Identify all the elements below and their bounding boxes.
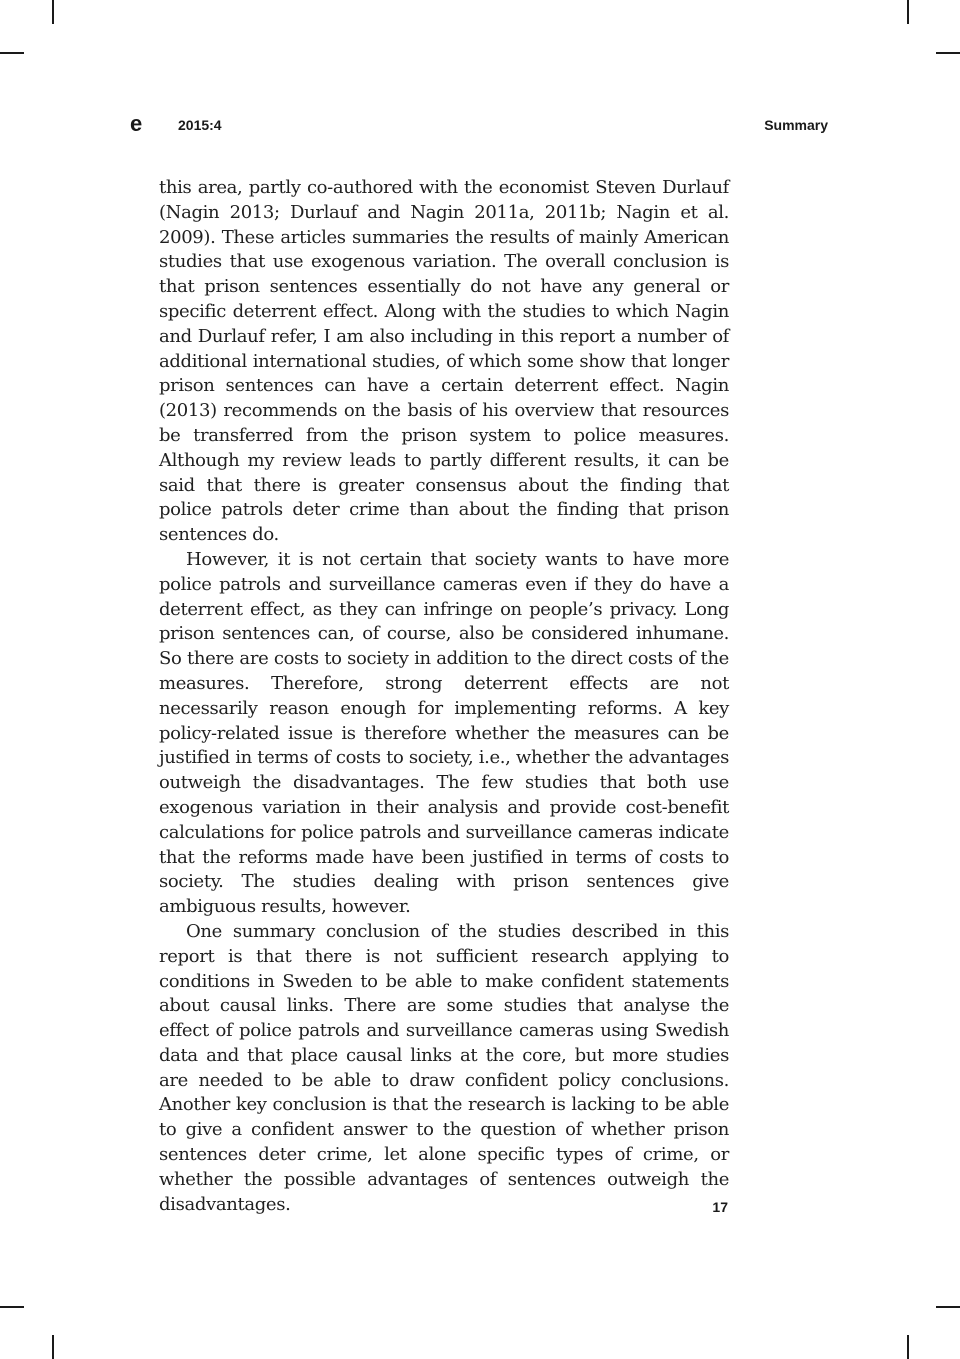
- issue-number: 2015:4: [178, 117, 222, 133]
- crop-mark-right-bottom: [936, 1306, 960, 1308]
- paragraph-1: this area, partly co-authored with the economist Steven Durlauf (Nagin 2013; Durlauf and Nagin 2011a, 2011b; Nagin et al. 2009). These articles summaries the results of mainly American studies that use exogenous variation. The overall conclusion is that prison sentences essentially do not have any general or specific deterrent effect. Along with the studies to which Nagin and Durlauf refer, I am also including in this report a number of additional international studies, of which some show that longer prison sentences can have a certain deterrent effect. Nagin (2013) recommends on the basis of his overview that resources be transferred from the prison system to police measures. Although my review leads to partly different results, it can be said that there is greater consensus about the finding that police patrols deter crime than about the finding that prison sentences do.: [159, 177, 729, 546]
- paragraph-3: One summary conclusion of the studies described in this report is that there is not sufficient research applying to conditions in Sweden to be able to make confident statements about causal links. There are some studies that analyse the effect of police patrols and surveillance cameras using Swedish data and that place causal links at the core, but more studies are needed to be able to draw confident policy conclusions. Another key conclusion is that the research is lacking to be able to give a confident answer to the question of whether prison sentences deter crime, let alone specific types of crime, or whether the possible advantages of sentences outweigh the disadvantages.: [159, 920, 729, 1215]
- crop-mark-left-top: [0, 52, 24, 54]
- section-title: Summary: [764, 117, 828, 133]
- crop-mark-top-left: [52, 0, 54, 24]
- crop-mark-bottom-right: [907, 1335, 909, 1359]
- body-text: [159, 176, 729, 1217]
- crop-mark-right-top: [936, 52, 960, 54]
- paragraph-2: However, it is not certain that society wants to have more police patrols and surveillance cameras even if they do have a deterrent effect, as they can infringe on people’s privacy. Long prison sentences can, of course, also be considered inhumane. So there are costs to society in addition to the direct costs of the measures. Therefore, strong deterrent effects are not necessarily reason enough for implementing reforms. A key policy-related issue is therefore whether the measures can be justified in terms of costs to society, i.e., whether the advantages outweigh the disadvantages. The few studies that both use exogenous variation in their analysis and provide cost-benefit calculations for police patrols and surveillance cameras indicate that the reforms made have been justified in terms of costs to society. The studies dealing with prison sentences give ambiguous results, however.: [159, 548, 729, 918]
- page-number: 17: [712, 1199, 728, 1215]
- running-header: [130, 111, 828, 136]
- crop-mark-bottom-left: [52, 1335, 54, 1359]
- publisher-logo: e: [130, 111, 143, 136]
- crop-mark-left-bottom: [0, 1306, 24, 1308]
- crop-mark-top-right: [907, 0, 909, 24]
